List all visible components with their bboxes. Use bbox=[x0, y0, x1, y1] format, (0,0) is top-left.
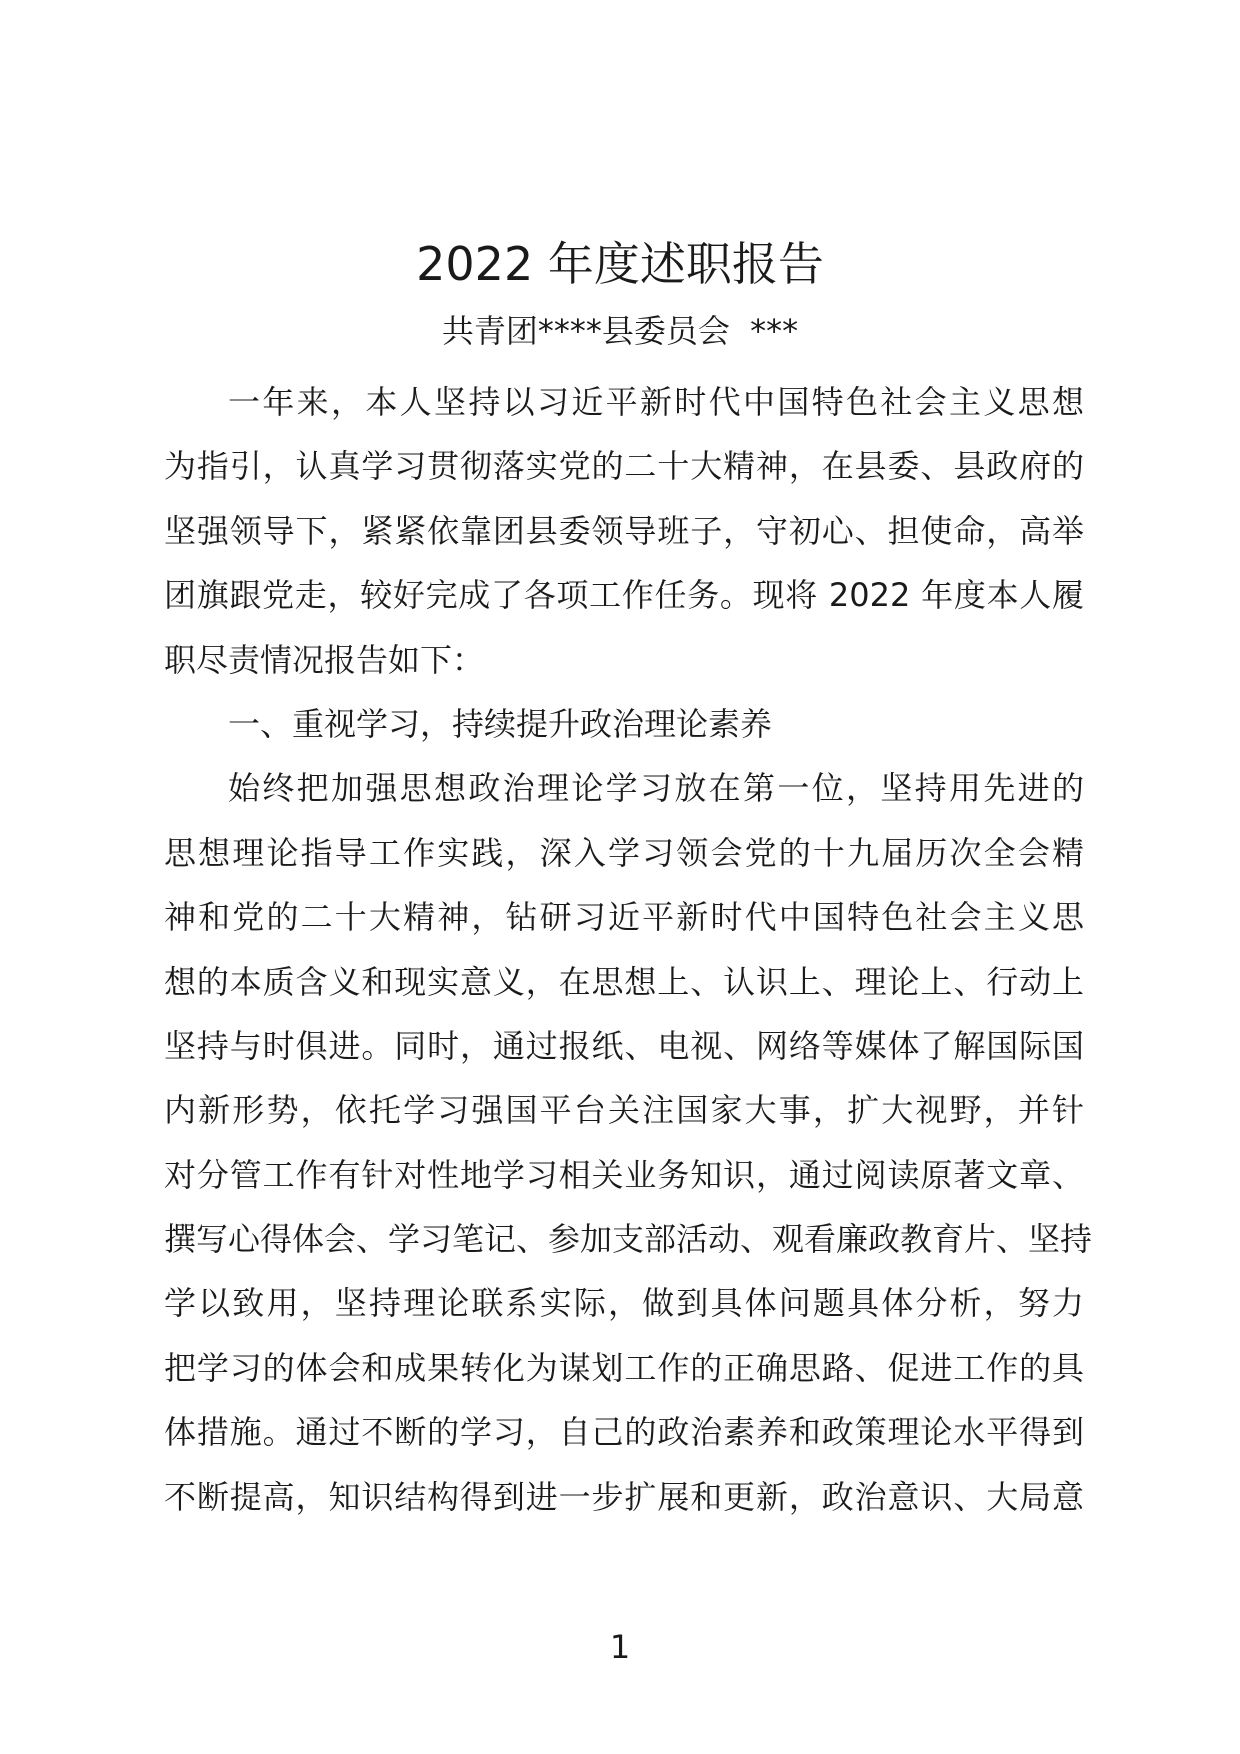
paragraph-line: 把学习的体会和成果转化为谋划工作的正确思路、促进工作的具 bbox=[164, 1348, 1084, 1387]
paragraph-study bbox=[164, 756, 1093, 1529]
page-number: 1 bbox=[609, 1628, 631, 1666]
paragraph-line: 想的本质含义和现实意义，在思想上、认识上、理论上、行动上 bbox=[164, 962, 1084, 1001]
paragraph-line: 始终把加强思想政治理论学习放在第一位，坚持用先进的 bbox=[228, 769, 1084, 808]
paragraph-line: 神和党的二十大精神，钻研习近平新时代中国特色社会主义思 bbox=[164, 898, 1084, 937]
paragraph-line: 思想理论指导工作实践，深入学习领会党的十九届历次全会精 bbox=[164, 833, 1084, 872]
document-body bbox=[164, 370, 1093, 1529]
document-title: 2022 年度述职报告 bbox=[416, 237, 824, 291]
paragraph-line: 学以致用，坚持理论联系实际，做到具体问题具体分析，努力 bbox=[164, 1284, 1084, 1323]
paragraph-line: 不断提高，知识结构得到进一步扩展和更新，政治意识、大局意 bbox=[164, 1477, 1084, 1516]
paragraph-line: 团旗跟党走，较好完成了各项工作任务。现将 2022 年度本人履 bbox=[164, 576, 1084, 615]
paragraph-line: 坚强领导下，紧紧依靠团县委领导班子，守初心、担使命，高举 bbox=[164, 511, 1084, 550]
paragraph-line: 职尽责情况报告如下： bbox=[164, 640, 485, 679]
paragraph-intro bbox=[164, 370, 1084, 692]
paragraph-line: 坚持与时俱进。同时，通过报纸、电视、网络等媒体了解国际国 bbox=[164, 1026, 1084, 1065]
paragraph-line: 撰写心得体会、学习笔记、参加支部活动、观看廉政教育片、坚持 bbox=[164, 1220, 1093, 1259]
paragraph-line: 对分管工作有针对性地学习相关业务知识，通过阅读原著文章、 bbox=[164, 1155, 1084, 1194]
section-heading: 一、重视学习，持续提升政治理论素养 bbox=[228, 704, 773, 743]
paragraph-line: 一年来，本人坚持以习近平新时代中国特色社会主义思想 bbox=[228, 383, 1084, 421]
paragraph-line: 为指引，认真学习贯彻落实党的二十大精神，在县委、县政府的 bbox=[164, 447, 1084, 486]
paragraph-line: 体措施。通过不断的学习，自己的政治素养和政策理论水平得到 bbox=[164, 1413, 1084, 1452]
paragraph-line: 内新形势，依托学习强国平台关注国家大事，扩大视野，并针 bbox=[164, 1091, 1084, 1130]
document-subtitle: 共青团****县委员会 *** bbox=[441, 312, 799, 350]
